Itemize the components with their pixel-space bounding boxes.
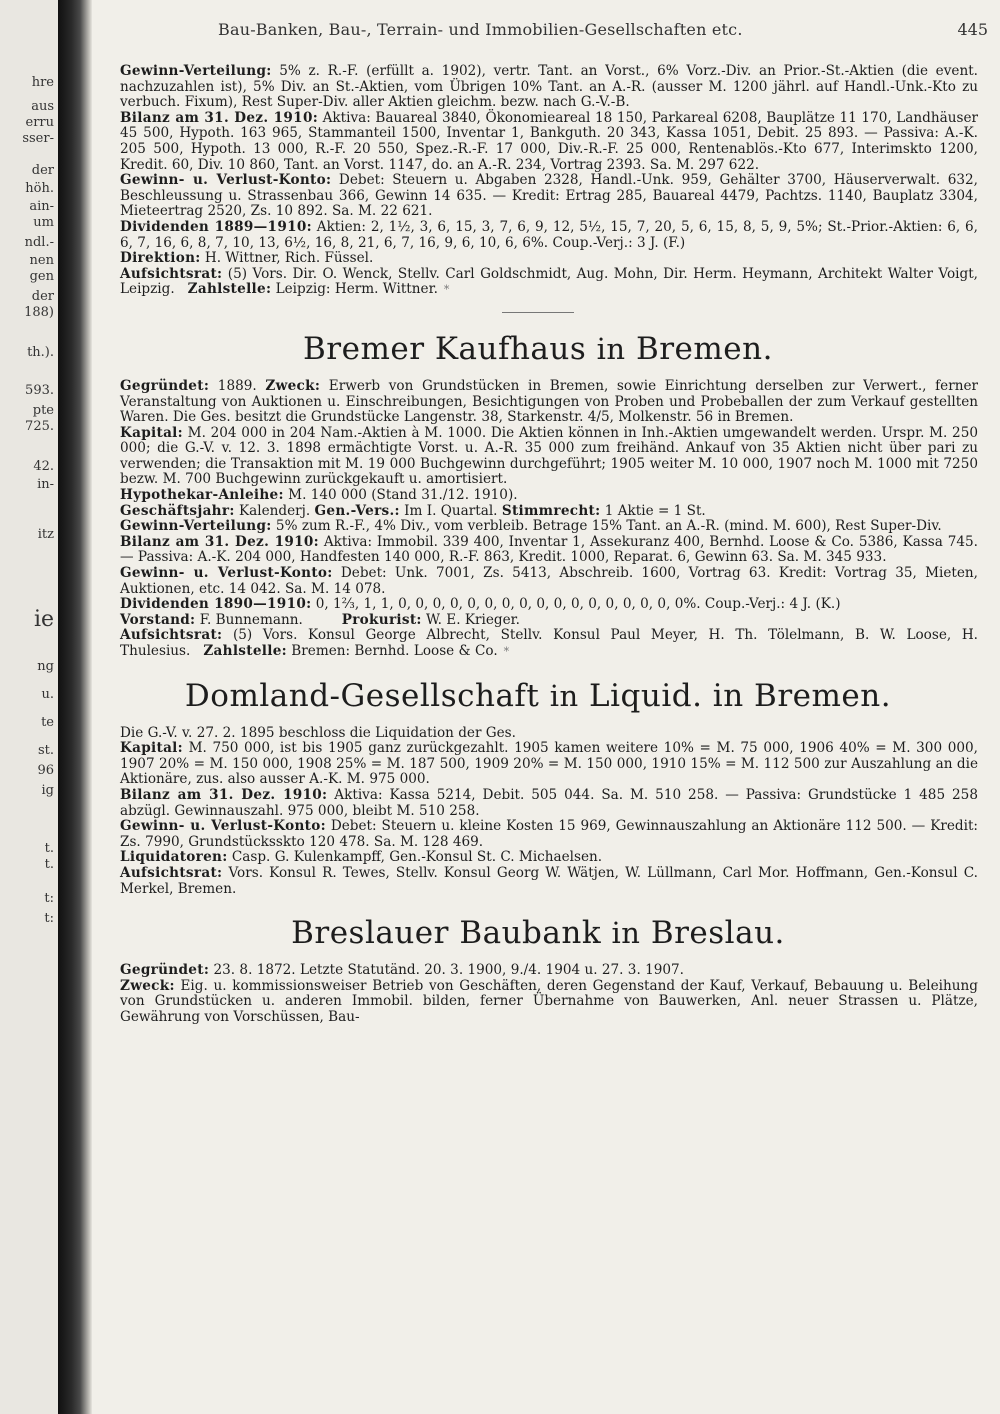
facing-page-fragment: ng xyxy=(37,659,54,674)
dividenden-paragraph xyxy=(88,220,988,251)
gewinn-verteilung-paragraph xyxy=(88,64,988,111)
facing-page-fragment: ndl.- xyxy=(24,235,54,250)
liquidatoren-paragraph xyxy=(88,850,988,866)
gegruendet-paragraph xyxy=(88,379,988,426)
gewinn-verlust-paragraph xyxy=(88,566,988,597)
label: Stimmrecht: xyxy=(501,502,601,519)
facing-page-fragment: aus xyxy=(31,99,54,114)
star-mark: * xyxy=(503,645,510,658)
bilanz-paragraph xyxy=(88,111,988,173)
company-name: Breslauer Baubank xyxy=(291,915,602,952)
text: M. 140 000 (Stand 31./12. 1910). xyxy=(283,487,518,504)
label: Dividenden 1890—1910: xyxy=(120,596,312,613)
company-in: in xyxy=(611,916,641,951)
text: 5% z. R.-F. (erfüllt a. 1902), vertr. Tant. an Vorst., 6% Vorz.-Div. an Prior.-St.-Aktien (die event. nachzuzahlen ist), 5% Div. an St.-Aktien, vom Übrigen 10% Tant. an A.-R. (ausser M. 1200 jährl. auf Handl.-Unk.-Kto zu verbuch. Fixum), Rest Super-Div. aller Aktien gleichm. bezw. nach G.-V.-B. xyxy=(120,63,978,111)
facing-page-fragment: hre xyxy=(31,75,54,90)
facing-page-fragment: erru xyxy=(25,115,54,130)
company-title xyxy=(88,331,988,367)
facing-page-fragment: sser- xyxy=(22,131,54,146)
label: Gen.-Vers.: xyxy=(314,502,400,519)
label: Prokurist: xyxy=(341,611,422,628)
label: Hypothekar-Anleihe: xyxy=(120,487,284,504)
label: Aufsichtsrat: xyxy=(120,265,223,282)
facing-page-fragment: der xyxy=(31,289,54,304)
label: Aufsichtsrat: xyxy=(120,864,223,881)
company-city: Liquid. in Bremen. xyxy=(589,677,892,714)
label: Kapital: xyxy=(120,740,183,757)
label: Vorstand: xyxy=(120,611,196,628)
section-divider xyxy=(502,312,574,313)
company-name: Domland-Gesellschaft xyxy=(184,677,540,714)
text: 0, 1⅔, 1, 1, 0, 0, 0, 0, 0, 0, 0, 0, 0, 0, 0, 0, 0, 0, 0, 0, 0%. Coup.-Verj.: 4 J. (K.) xyxy=(311,596,841,613)
facing-page-fragment: 96 xyxy=(37,763,54,778)
text: Vors. Konsul R. Tewes, Stellv. Konsul Georg W. Wätjen, W. Lüllmann, Carl Mor. Hoffmann, Gen.-Konsul C. Merkel, Bremen. xyxy=(120,864,978,897)
text: Debet: Steuern u. kleine Kosten 15 969, Gewinnauszahlung an Aktionäre 112 500. — Kredit: Zs. 7990, Grundstücksskto 120 478. Sa. M. 128 469. xyxy=(120,818,979,850)
book-gutter xyxy=(58,0,92,1414)
label: Zweck: xyxy=(265,377,321,394)
direktion-paragraph xyxy=(88,251,988,267)
facing-page-fragment: 42. xyxy=(33,459,54,474)
facing-page-fragment: ain- xyxy=(29,199,54,214)
text: 23. 8. 1872. Letzte Statutänd. 20. 3. 1900, 9./4. 1904 u. 27. 3. 1907. xyxy=(209,962,685,979)
facing-page-fragment: itz xyxy=(37,527,54,542)
aufsichtsrat-paragraph xyxy=(88,866,988,897)
text: Casp. G. Kulenkampff, Gen.-Konsul St. C. Michaelsen. xyxy=(227,849,603,866)
text: Aktiva: Bauareal 3840, Ökonomieareal 18 150, Parkareal 6208, Bauplätze 11 170, Landhäuser 45 500, Hypoth. 163 965, Stammanteil 1500, Inventar 1, Bankguth. 20 343, Kassa 1051, Debit. 25 893. — Passiva: A.-K. 205 500, Hypoth. 13 000, R.-F. 20 550, Spez.-R.-F. 17 000, Div.-R.-F. 25 000, Rentenablös.-Kto 677, Interimskto 1200, Kredit. 60, Div. 10 860, Tant. an Vorst. 1147, do. an A.-R. 234, Vortrag 2393. Sa. M. 297 622. xyxy=(120,109,978,173)
facing-page-fragment: gen xyxy=(29,269,54,284)
facing-page-fragment: t: xyxy=(44,911,54,926)
company-city: Bremen. xyxy=(635,330,773,367)
label: Gewinn- u. Verlust-Konto: xyxy=(120,818,326,835)
label: Aufsichtsrat: xyxy=(120,627,223,644)
company-in: in xyxy=(549,678,579,713)
gewinn-verteilung-paragraph xyxy=(88,519,988,535)
kapital-paragraph xyxy=(88,426,988,488)
book-page xyxy=(88,20,988,1026)
label: Bilanz am 31. Dez. 1910: xyxy=(120,786,328,803)
running-header xyxy=(88,20,988,46)
label: Gewinn- u. Verlust-Konto: xyxy=(120,172,332,189)
text: Kalenderj. xyxy=(234,502,315,519)
text: Aktiva: Kassa 5214, Debit. 505 044. Sa. M. 510 258. — Passiva: Grundstücke 1 485 258 abzügl. Gewinnauszahl. 975 000, bleibt M. 510 258. xyxy=(120,786,978,819)
text: (5) Vors. Dir. O. Wenck, Stellv. Carl Goldschmidt, Aug. Mohn, Dir. Herm. Heymann, Architekt Walter Voigt, Leipzig. xyxy=(120,265,978,298)
company-domland xyxy=(88,678,988,898)
text: Debet: Unk. 7001, Zs. 5413, Abschreib. 1600, Vortrag 63. Kredit: Vortrag 35, Mieten, Auktionen, etc. 14 042. Sa. M. 14 078. xyxy=(120,565,978,597)
text: Bremen: Bernhd. Loose & Co. xyxy=(286,643,498,659)
gewinn-verlust-paragraph xyxy=(88,173,988,220)
facing-page-fragment: t: xyxy=(44,891,54,906)
label: Bilanz am 31. Dez. 1910: xyxy=(120,533,319,550)
facing-page-fragment: pte xyxy=(32,403,54,418)
facing-page-fragment: ig xyxy=(41,783,54,798)
facing-page-fragment: 725. xyxy=(25,419,54,434)
company-name: Bremer Kaufhaus xyxy=(303,330,587,367)
label: Direktion: xyxy=(120,250,201,267)
text: M. 750 000, ist bis 1905 ganz zurückgezahlt. 1905 kamen weitere 10% = M. 75 000, 1906 40% = M. 300 000, 1907 20% = M. 150 000, 1908 25% = M. 187 500, 1909 20% = M. 150 000, 1910 15% = M. 112 500 zur Auszahlung an die Aktionäre, zus. also ausser A.-K. M. 975 000. xyxy=(120,740,978,788)
text: F. Bunnemann. xyxy=(195,611,308,628)
text: Leipzig: Herm. Wittner. xyxy=(271,281,438,298)
facing-page-fragment: t. xyxy=(44,841,54,856)
label: Gegründet: xyxy=(120,962,210,979)
label: Gewinn-Verteilung: xyxy=(120,63,272,79)
label: Kapital: xyxy=(120,424,183,441)
label: Geschäftsjahr: xyxy=(120,502,235,519)
label: Zweck: xyxy=(120,977,175,994)
label: Gewinn-Verteilung: xyxy=(120,518,272,535)
zweck-paragraph xyxy=(88,979,988,1026)
star-mark: * xyxy=(443,283,450,297)
company-bremer-kaufhaus xyxy=(88,331,988,660)
facing-page-fragment: 188) xyxy=(24,305,54,320)
text: 5% zum R.-F., 4% Div., vom verbleib. Betrage 15% Tant. an A.-R. (mind. M. 600), Rest Super-Div. xyxy=(271,518,942,535)
text: M. 204 000 in 204 Nam.-Aktien à M. 1000. Die Aktien können in Inh.-Aktien umgewandelt werden. Urspr. M. 250 000; die G.-V. v. 12. 3. 1898 ermächtigte Vorst. u. A.-R. 35 000 zum freihänd. Ankauf von 35 Aktien nicht über pari zu verwenden; die Transaktion mit M. 19 000 Buchgewinn durchgeführt; 1905 weiter M. 10 000, 1907 noch M. 1000 mit 7250 bezw. M. 700 Buchgewinn zurückgekauft u. amortisiert. xyxy=(120,424,978,488)
text: Im I. Quartal. xyxy=(399,502,502,519)
aufsichtsrat-paragraph xyxy=(88,628,988,659)
text: Die G.-V. v. 27. 2. 1895 beschloss die Liquidation der Ges. xyxy=(120,724,516,741)
vorstand-paragraph xyxy=(88,613,988,629)
company-title xyxy=(88,915,988,951)
liquidation-paragraph xyxy=(88,726,988,742)
gegruendet-paragraph xyxy=(88,963,988,979)
text: 1 Aktie = 1 St. xyxy=(600,502,706,519)
aufsichtsrat-paragraph xyxy=(88,267,988,298)
header-title: Bau-Banken, Bau-, Terrain- und Immobilien-Gesellschaften etc. xyxy=(218,20,743,39)
geschaeftsjahr-paragraph xyxy=(88,504,988,520)
company-in: in xyxy=(596,331,626,366)
label: Bilanz am 31. Dez. 1910: xyxy=(120,109,319,126)
company-title xyxy=(88,678,988,714)
text: Aktiva: Immobil. 339 400, Inventar 1, Assekuranz 400, Bernhd. Loose & Co. 5386, Kassa 745. — Passiva: A.-K. 204 000, Handfesten 140 000, R.-F. 863, Kredit. 1000, Reparat. 6, Gewinn 63. Sa. M. 345 933. xyxy=(120,533,978,566)
facing-page-fragment: 593. xyxy=(25,383,54,398)
facing-page-fragment: höh. xyxy=(25,181,54,196)
bilanz-paragraph xyxy=(88,535,988,566)
facing-page-fragment: nen xyxy=(29,253,54,268)
facing-page-fragment: t. xyxy=(44,857,54,872)
facing-page-fragment: in- xyxy=(37,477,54,492)
text: (5) Vors. Konsul George Albrecht, Stellv. Konsul Paul Meyer, H. Th. Tölelmann, B. W. Loose, H. Thulesius. xyxy=(120,627,978,659)
text: 1889. xyxy=(209,377,266,394)
section-continuation xyxy=(88,64,988,313)
company-city: Breslau. xyxy=(650,915,785,952)
text: Erwerb von Grundstücken in Bremen, sowie Einrichtung derselben zur Verwert., ferner Veranstaltung von Auktionen u. Einschreibungen, Besichtigungen von Proben und Probeballen der zum Verkauf gestellten Waren. Die Ges. besitzt die Grundstücke Langenstr. 38, Starkenstr. 4/5, Molkenstr. 56 in Bremen. xyxy=(120,377,978,426)
facing-page-fragment: um xyxy=(33,215,54,230)
facing-page-fragment: der xyxy=(31,163,54,178)
text: W. E. Krieger. xyxy=(421,611,520,628)
label: Zahlstelle: xyxy=(203,643,287,659)
bilanz-paragraph xyxy=(88,788,988,819)
label: Dividenden 1889—1910: xyxy=(120,218,312,235)
facing-page-fragment: te xyxy=(41,715,54,730)
facing-page-fragment: st. xyxy=(37,743,54,758)
label: Gegründet: xyxy=(120,377,210,394)
label: Liquidatoren: xyxy=(120,849,228,866)
facing-page-fragment: th.). xyxy=(27,345,54,360)
gewinn-verlust-paragraph xyxy=(88,819,988,850)
facing-page-fragment: ie xyxy=(33,607,54,632)
text: Aktien: 2, 1½, 3, 6, 15, 3, 7, 6, 9, 12, 5½, 15, 7, 20, 5, 6, 15, 8, 5, 9, 5%; St.-Prior.-Aktien: 6, 6, 6, 7, 16, 6, 8, 7, 10, 13, 6½, 16, 8, 21, 6, 7, 16, 9, 6, 10, 6, 6%. Coup.-Verj.: 3 J. (F.) xyxy=(120,218,978,251)
hypothekar-paragraph xyxy=(88,488,988,504)
text: Debet: Steuern u. Abgaben 2328, Handl.-Unk. 959, Gehälter 3700, Häuserverwalt. 632, Beschleussung u. Strassenbau 366, Gewinn 14 635. — Kredit: Ertrag 285, Bauareal 4479, Pachtzs. 1140, Bauplatz 3304, Mieteertrag 2520, Zs. 10 892. Sa. M. 22 621. xyxy=(120,172,978,220)
label: Zahlstelle: xyxy=(187,281,272,298)
page-number: 445 xyxy=(957,20,988,39)
text: Eig. u. kommissionsweiser Betrieb von Geschäften, deren Gegenstand der Kauf, Verkauf, Bebauung u. Beleihung von Grundstücken u. anderen Immobil. bilden, ferner Übernahme von Bauwerken, Anl. neuer Strassen u. Plätze, Gewährung von Vorschüssen, Bau- xyxy=(120,977,978,1025)
label: Gewinn- u. Verlust-Konto: xyxy=(120,565,333,582)
company-breslauer-baubank xyxy=(88,915,988,1025)
dividenden-paragraph xyxy=(88,597,988,613)
facing-page-fragment: u. xyxy=(41,687,54,702)
kapital-paragraph xyxy=(88,741,988,788)
text: H. Wittner, Rich. Füssel. xyxy=(200,250,374,267)
facing-page-strip xyxy=(0,0,58,1414)
